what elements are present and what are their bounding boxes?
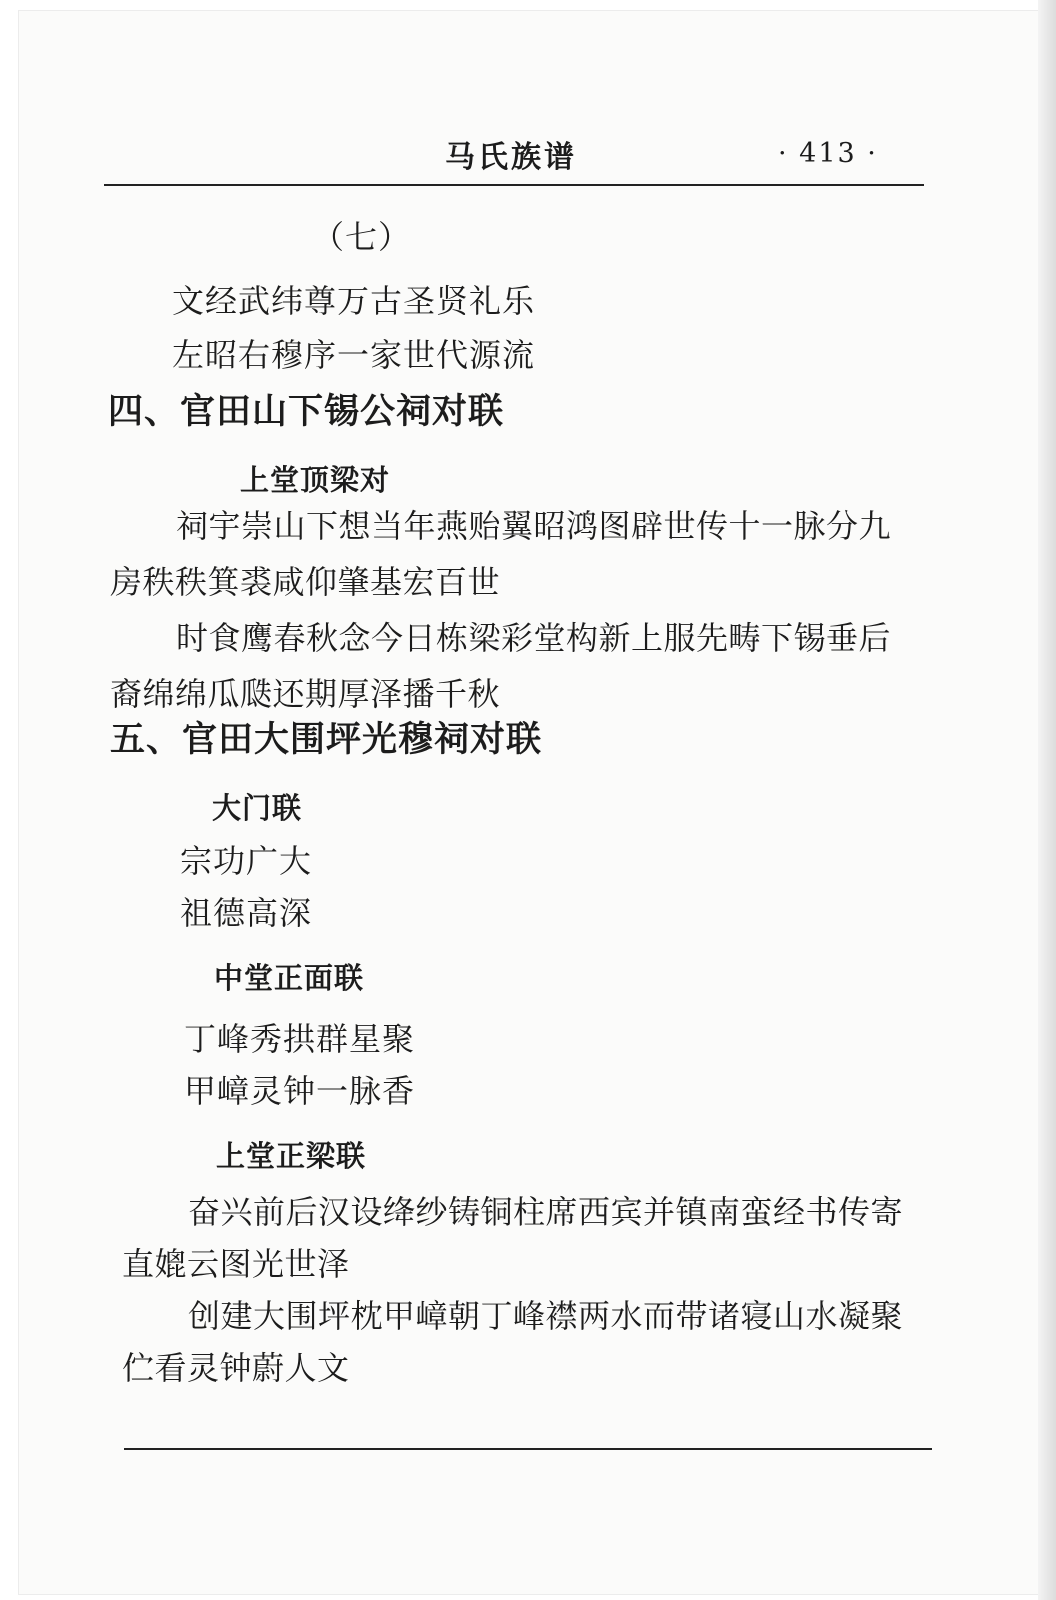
page-edge <box>1038 0 1056 1600</box>
subheading: 大门联 <box>212 791 303 825</box>
couplet-line: 甲嶂灵钟一脉香 <box>184 1072 416 1110</box>
section-heading: 四、官田山下锡公祠对联 <box>108 392 505 432</box>
subheading: 上堂正梁联 <box>216 1139 367 1173</box>
couplet-line: 文经武纬尊万古圣贤礼乐 <box>172 282 536 320</box>
couplet-line: 左昭右穆序一家世代源流 <box>172 336 536 374</box>
header-rule <box>104 184 924 186</box>
paragraph-line: 直媲云图光世泽 <box>122 1245 350 1283</box>
subheading: 上堂顶梁对 <box>240 463 391 497</box>
couplet-line: 丁峰秀拱群星聚 <box>184 1020 416 1058</box>
paragraph-line: 房秩秩箕裘咸仰肇基宏百世 <box>110 563 501 601</box>
section-heading: 五、官田大围坪光穆祠对联 <box>110 720 543 760</box>
section-label: （七） <box>312 218 412 256</box>
couplet-line: 祖德高深 <box>180 894 313 932</box>
page-number: · 413 · <box>778 138 878 169</box>
paragraph-line: 伫看灵钟蔚人文 <box>122 1349 350 1387</box>
subheading: 中堂正面联 <box>214 961 365 995</box>
paragraph-line: 裔绵绵瓜瓞还期厚泽播千秋 <box>110 675 501 713</box>
footer-rule <box>124 1448 932 1450</box>
paragraph-line: 创建大围坪枕甲嶂朝丁峰襟两水而带诸寝山水凝聚 <box>188 1297 904 1335</box>
paragraph-line: 奋兴前后汉设绛纱铸铜柱席西宾并镇南蛮经书传寄 <box>188 1193 904 1231</box>
running-title: 马氏族谱 <box>445 140 577 175</box>
paragraph-line: 时食鹰春秋念今日栋梁彩堂构新上服先畴下锡垂后 <box>176 619 892 657</box>
paragraph <box>122 1186 942 1394</box>
paragraph-line: 祠宇崇山下想当年燕贻翼昭鸿图辟世传十一脉分九 <box>176 507 892 545</box>
couplet-line: 宗功广大 <box>180 842 313 880</box>
paragraph <box>110 498 930 722</box>
